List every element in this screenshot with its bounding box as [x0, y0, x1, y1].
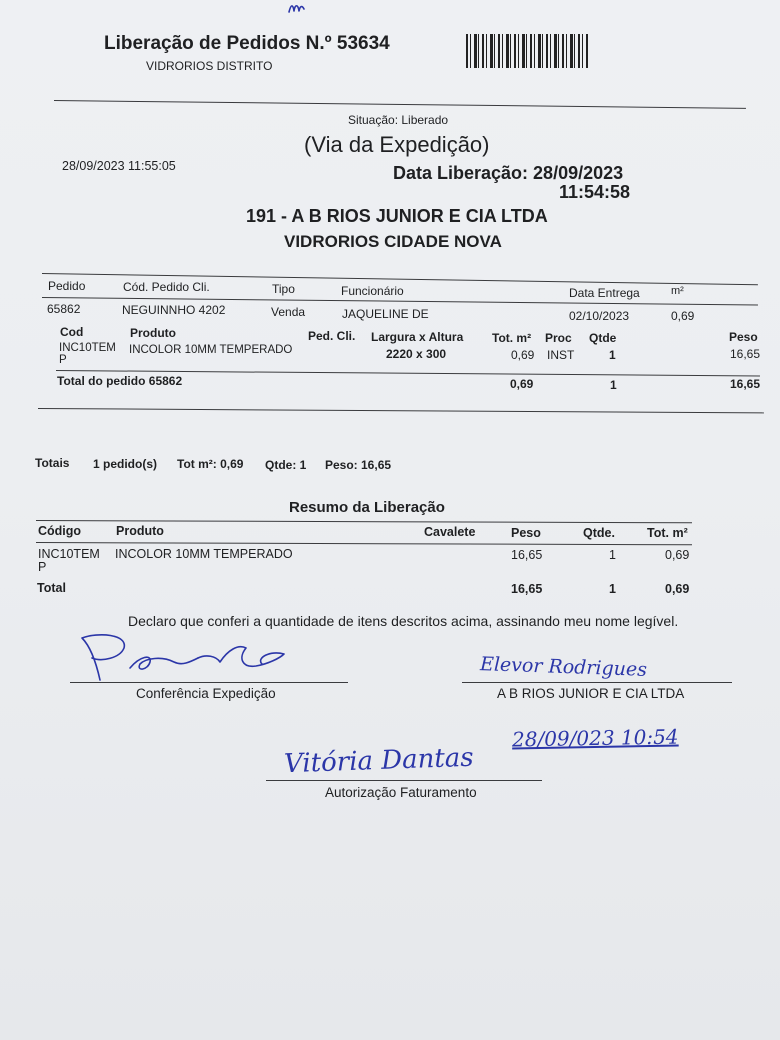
handwritten-auth-signature: Vitória Dantas [283, 742, 475, 780]
item-col-cod: Cod [60, 325, 84, 339]
resumo-col-produto: Produto [116, 524, 164, 538]
item-tot-m2: 0,69 [511, 348, 535, 362]
conferencia-label: Conferência Expedição [136, 686, 276, 701]
resumo-total-qtde: 1 [609, 582, 616, 596]
barcode [466, 34, 588, 68]
resumo-codigo-line2: P [38, 560, 47, 574]
item-largura-altura: 2220 x 300 [386, 347, 447, 361]
resumo-total-label: Total [37, 581, 66, 595]
declaration-text: Declaro que conferi a quantidade de itens descritos acima, assinando meu nome legível. [128, 613, 679, 629]
resumo-col-qtde: Qtde. [583, 526, 615, 540]
order-total-m2: 0,69 [510, 377, 534, 391]
order-total-label: Total do pedido 65862 [57, 374, 183, 388]
order-pedido: 65862 [47, 302, 81, 316]
situacao-label: Situação: Liberado [348, 113, 449, 127]
item-cod-line1: INC10TEM [59, 342, 116, 354]
order-funcionario: JAQUELINE DE [342, 307, 429, 321]
item-col-ped-cli: Ped. Cli. [308, 329, 356, 343]
order-total-qtde: 1 [610, 378, 617, 392]
handwritten-datetime: 28/09/023 10:54 [511, 724, 679, 752]
totals-peso: Peso: 16,65 [325, 458, 392, 472]
item-proc: INST [547, 348, 575, 362]
hora-liberacao: 11:54:58 [559, 182, 631, 202]
item-cod-line2: P [59, 354, 67, 366]
col-m2: m² [671, 285, 684, 297]
autorizacao-label: Autorização Faturamento [325, 785, 477, 800]
data-liberacao: Data Liberação: 28/09/2023 [393, 163, 624, 183]
item-col-produto: Produto [130, 326, 176, 340]
sig-line-autorizacao [266, 780, 542, 781]
signature-conferencia [70, 628, 300, 688]
order-total-peso: 16,65 [730, 377, 761, 391]
order-data-entrega: 02/10/2023 [569, 309, 630, 323]
item-produto: INCOLOR 10MM TEMPERADO [129, 344, 293, 356]
col-tipo: Tipo [272, 282, 295, 296]
col-pedido: Pedido [48, 279, 86, 293]
sig-line-conferencia [70, 682, 348, 683]
item-col-proc: Proc [545, 331, 572, 345]
totals-pedidos: 1 pedido(s) [93, 457, 158, 471]
resumo-col-peso: Peso [511, 526, 541, 540]
pen-mark-icon [287, 0, 311, 16]
totals-label: Totais [35, 456, 70, 470]
header-divider [54, 100, 746, 109]
resumo-col-tot-m2: Tot. m² [647, 526, 688, 540]
resumo-col-cavalete: Cavalete [424, 525, 476, 539]
col-cod-cli: Cód. Pedido Cli. [123, 280, 210, 294]
resumo-header-rule [36, 542, 692, 545]
cliente-label: A B RIOS JUNIOR E CIA LTDA [497, 686, 685, 701]
company-name: VIDRORIOS DISTRITO [146, 59, 273, 73]
item-col-qtde: Qtde [589, 331, 617, 345]
resumo-qtde: 1 [609, 548, 616, 562]
order-cod-cli: NEGUINNHO 4202 [122, 303, 226, 317]
sig-line-cliente [462, 682, 732, 683]
resumo-codigo-line1: INC10TEM [38, 547, 100, 561]
item-col-largura-altura: Largura x Altura [371, 330, 464, 344]
item-col-peso: Peso [729, 330, 758, 344]
col-data-entrega: Data Entrega [569, 286, 640, 300]
via-label: (Via da Expedição) [304, 132, 490, 157]
resumo-tot-m2: 0,69 [665, 548, 690, 562]
print-timestamp: 28/09/2023 11:55:05 [62, 159, 176, 173]
order-bottom-rule [38, 408, 764, 413]
document-title: Liberação de Pedidos N.º 53634 [104, 33, 390, 54]
resumo-peso: 16,65 [511, 548, 543, 562]
order-m2: 0,69 [671, 309, 695, 323]
handwritten-client-signature: Elevor Rodrigues [479, 653, 648, 681]
col-funcionario: Funcionário [341, 284, 404, 298]
order-tipo: Venda [271, 305, 306, 319]
resumo-total-peso: 16,65 [511, 582, 543, 596]
resumo-produto: INCOLOR 10MM TEMPERADO [115, 547, 293, 561]
totals-m2: Tot m²: 0,69 [177, 457, 244, 471]
client-name: 191 - A B RIOS JUNIOR E CIA LTDA [246, 206, 548, 226]
resumo-col-codigo: Código [38, 524, 82, 538]
item-qtde: 1 [609, 348, 616, 362]
resumo-total-tot-m2: 0,69 [665, 582, 690, 596]
resumo-title: Resumo da Liberação [289, 499, 445, 516]
client-store: VIDRORIOS CIDADE NOVA [284, 232, 502, 251]
item-col-tot-m2: Tot. m² [492, 331, 532, 345]
item-peso: 16,65 [730, 347, 761, 361]
resumo-top-rule [36, 520, 692, 523]
totals-qtde: Qtde: 1 [265, 458, 307, 472]
